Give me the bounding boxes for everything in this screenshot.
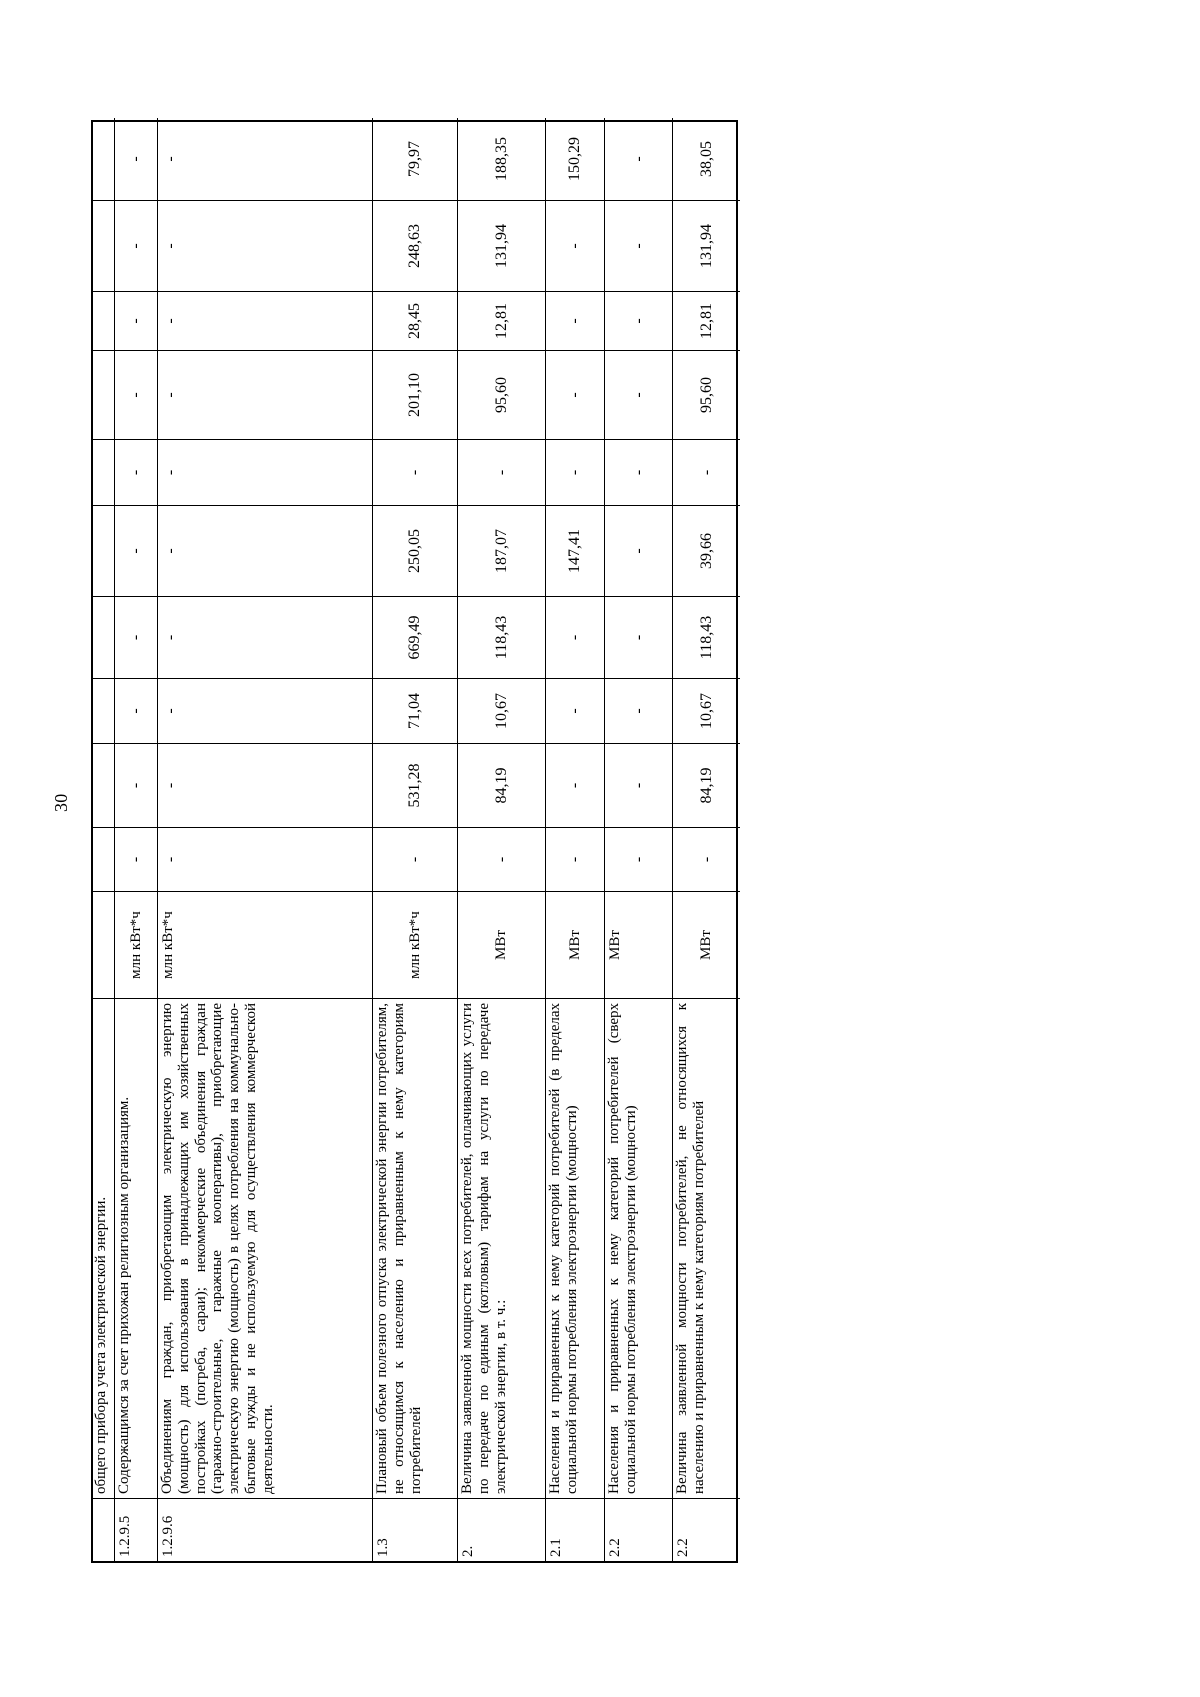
value-cell: - <box>158 827 372 891</box>
value-cell: 95,60 <box>673 350 740 439</box>
value-cell: - <box>158 505 372 596</box>
table-row <box>114 118 157 1561</box>
value-cell: 147,41 <box>546 505 604 596</box>
description-cell: общего прибора учета электрической энергии. <box>93 998 114 1498</box>
value-cell: - <box>115 596 157 678</box>
value-cell: - <box>162 156 179 162</box>
value-cell: - <box>158 439 372 505</box>
value-cell: 118,43 <box>673 596 740 678</box>
value-cell: - <box>158 743 372 827</box>
value-cell: - <box>605 827 672 891</box>
value-cell: - <box>158 596 372 678</box>
value-cell: - <box>115 827 157 891</box>
value-cell: - <box>115 439 157 505</box>
value-cell: - <box>546 596 604 678</box>
value-cell: 84,19 <box>458 743 545 827</box>
value-cell: 131,94 <box>458 200 545 291</box>
value-cell: 250,05 <box>373 505 457 596</box>
table-row <box>157 118 372 1561</box>
value-cell: 71,04 <box>373 678 457 743</box>
row-number-cell <box>93 1498 114 1561</box>
unit-cell: млн кВт*ч <box>158 891 372 998</box>
value-cell: - <box>115 505 157 596</box>
row-number-cell: 1.3 <box>373 1498 457 1561</box>
value-cell: - <box>546 743 604 827</box>
value-cell: - <box>605 439 672 505</box>
value-cell: 12,81 <box>673 291 740 350</box>
value-cell <box>93 743 114 827</box>
value-cell: - <box>373 827 457 891</box>
value-cell: 150,29 <box>566 137 584 181</box>
unit-cell: МВт <box>673 891 740 998</box>
table-row <box>545 118 604 1561</box>
value-cell: 10,67 <box>673 678 740 743</box>
value-cell: - <box>158 678 372 743</box>
value-cell: - <box>605 505 672 596</box>
description-cell: Объединениям граждан, приобретающим электрическую энергию (мощность) для использования в принадлежащих им хозяйственных постройках (погреба, сараи); некоммерческие объединения граждан (гаражно-строительные, гаражные кооперативы), приобретающие электрическую энергию (мощность) в целях потребления на коммунально-бытовые нужды и не используемую для осуществления коммерческой деятельности. <box>158 998 372 1498</box>
unit-cell: МВт <box>605 891 672 998</box>
value-cell <box>93 827 114 891</box>
table-row <box>93 118 114 1561</box>
value-cell: - <box>458 827 545 891</box>
row-number-cell: 1.2.9.6 <box>158 1498 372 1561</box>
value-cell: 188,35 <box>492 137 510 181</box>
value-cell: - <box>605 350 672 439</box>
value-cell <box>93 118 114 200</box>
rotated-table <box>91 120 738 1563</box>
value-cell <box>93 678 114 743</box>
value-cell: 201,10 <box>373 350 457 439</box>
value-cell: - <box>115 350 157 439</box>
value-cell: 531,28 <box>373 743 457 827</box>
value-cell <box>93 596 114 678</box>
description-cell: Населения и приравненных к нему категорий потребителей (сверх социальной нормы потребления электроэнергии (мощности) <box>605 998 672 1498</box>
value-cell: 10,67 <box>458 678 545 743</box>
value-cell: 39,66 <box>673 505 740 596</box>
value-cell <box>93 291 114 350</box>
row-number-cell: 2.2 <box>605 1498 672 1561</box>
value-cell: - <box>546 827 604 891</box>
value-cell: - <box>673 827 740 891</box>
value-cell: - <box>115 743 157 827</box>
value-cell: 248,63 <box>373 200 457 291</box>
value-cell <box>93 200 114 291</box>
table-row <box>457 118 545 1561</box>
unit-cell: МВт <box>458 891 545 998</box>
value-cell <box>93 439 114 505</box>
page-number: 30 <box>51 793 71 812</box>
row-number-cell: 1.2.9.5 <box>115 1498 157 1561</box>
value-cell: - <box>115 678 157 743</box>
value-cell: - <box>158 200 372 291</box>
value-cell: - <box>546 200 604 291</box>
unit-cell: МВт <box>546 891 604 998</box>
value-cell: - <box>115 291 157 350</box>
unit-cell: млн кВт*ч <box>373 891 457 998</box>
description-cell: Содержащимся за счет прихожан религиозным организациям. <box>115 998 157 1498</box>
value-cell: - <box>605 743 672 827</box>
unit-cell: млн кВт*ч <box>115 891 157 998</box>
value-cell: - <box>127 156 145 162</box>
value-cell: 118,43 <box>458 596 545 678</box>
row-number-cell: 2.1 <box>546 1498 604 1561</box>
value-cell: 131,94 <box>673 200 740 291</box>
unit-cell <box>93 891 114 998</box>
row-number-cell: 2. <box>458 1498 545 1561</box>
row-number-cell: 2.2 <box>673 1498 740 1561</box>
value-cell: 187,07 <box>458 505 545 596</box>
value-cell: - <box>605 200 672 291</box>
table-row <box>372 118 457 1561</box>
description-cell: Величина заявленной мощности всех потребителей, оплачивающих услуги по передаче по единым (котловым) тарифам на услуги по передаче электрической энергии, в т. ч.: <box>458 998 545 1498</box>
value-cell: - <box>158 291 372 350</box>
value-cell: - <box>605 678 672 743</box>
table-row <box>672 118 740 1561</box>
value-cell: - <box>158 350 372 439</box>
value-cell: - <box>546 678 604 743</box>
value-cell <box>93 505 114 596</box>
value-cell: 79,97 <box>406 141 424 177</box>
description-cell: Плановый объем полезного отпуска электрической энергии потребителям, не относящимся к населению и приравненным к нему категориям потребителей <box>373 998 457 1498</box>
value-cell: 38,05 <box>697 141 715 177</box>
value-cell: 28,45 <box>373 291 457 350</box>
value-cell: - <box>373 439 457 505</box>
value-cell: - <box>673 439 740 505</box>
value-cell: - <box>546 291 604 350</box>
value-cell: - <box>629 156 647 162</box>
table-row <box>604 118 672 1561</box>
description-cell: Населения и приравненных к нему категорий потребителей (в пределах социальной нормы потребления электроэнергии (мощности) <box>546 998 604 1498</box>
data-table <box>91 120 738 1563</box>
value-cell: 12,81 <box>458 291 545 350</box>
value-cell: - <box>115 200 157 291</box>
value-cell: 84,19 <box>673 743 740 827</box>
description-cell: Величина заявленной мощности потребителей, не относящихся к населению и приравненным к нему категориям потребителей <box>673 998 740 1498</box>
value-cell: 95,60 <box>458 350 545 439</box>
value-cell: - <box>546 439 604 505</box>
value-cell: - <box>605 596 672 678</box>
value-cell <box>93 350 114 439</box>
value-cell: - <box>458 439 545 505</box>
value-cell: - <box>605 291 672 350</box>
value-cell: 669,49 <box>373 596 457 678</box>
value-cell: - <box>546 350 604 439</box>
